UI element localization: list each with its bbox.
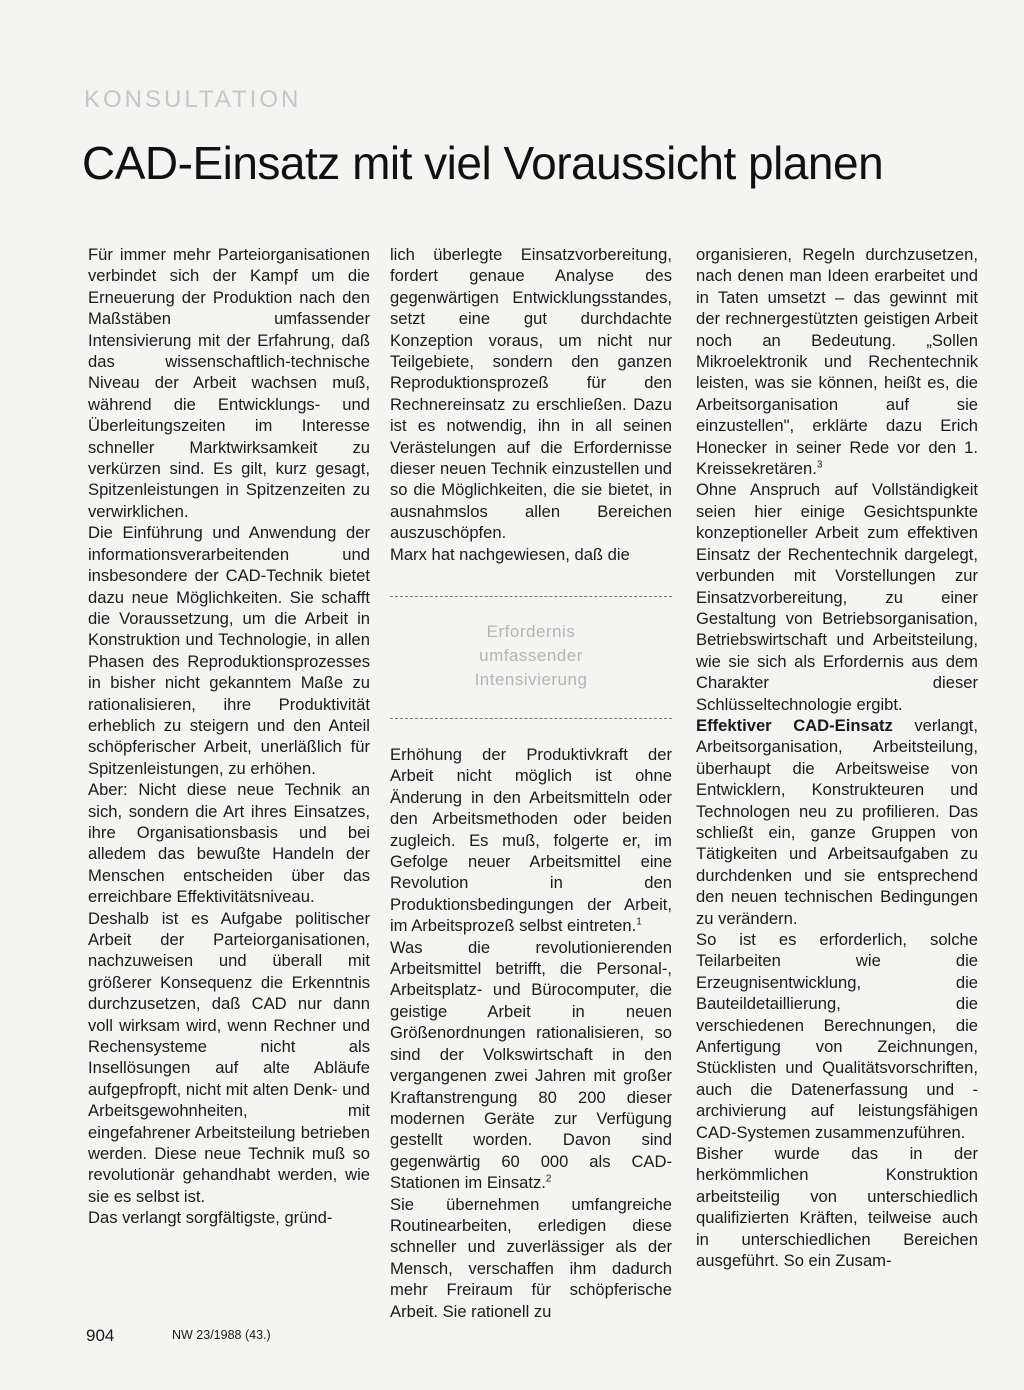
- pull-quote-bottom-rule: [390, 718, 672, 719]
- article-column-3: [696, 244, 978, 1272]
- paragraph: Die Einführung und Anwendung der informationsverarbeitenden und insbesondere der CAD-Technik bietet dazu neue Möglichkeiten. Sie schafft die Voraussetzung, um die Arbeit in Konstruktion und Technologie, in allen Phasen des Reproduktionsprozesses in bisher nicht gekanntem Maße zu rationalisieren, ihre Produktivität erheblich zu steigern und den Anteil schöpferischer Arbeit, unerläßlich für Spitzenleistungen, zu erhöhen.: [88, 523, 370, 778]
- paragraph-text: Erhöhung der Produktivkraft der Arbeit nicht möglich ist ohne Änderung in den Arbeitsmitteln oder den Arbeitsmethoden oder beiden zugleich. Es muß, folgerte er, im Gefolge neuer Arbeitsmittel eine Revolution in den Produktionsbedingungen der Arbeit, im Arbeitsprozeß selbst eintreten.: [390, 745, 672, 936]
- article-headline: CAD-Einsatz mit viel Voraussicht planen: [82, 137, 884, 189]
- issue-reference: NW 23/1988 (43.): [172, 1328, 271, 1342]
- paragraph-text: organisieren, Regeln durchzusetzen, nach denen man Ideen erarbeitet und in Taten umsetzt – das gewinnt mit der rechnergestützten geistigen Arbeit noch an Bedeutung. „Sollen Mikroelektronik und Rechentechnik leisten, was sie können, heißt es, die Arbeitsorganisation auf sie einzustellen", erklärte dazu Erich Honecker in seiner Rede vor den 1. Kreissekretären.: [696, 245, 978, 479]
- subhead-lead: Effektiver CAD-Einsatz: [696, 715, 893, 735]
- paragraph: Marx hat nachgewiesen, daß die: [390, 544, 630, 564]
- paragraph: [696, 244, 978, 479]
- pull-quote-line: Erfordernis: [486, 622, 576, 641]
- paragraph: So ist es erforderlich, solche Teilarbeiten wie die Erzeugnisentwicklung, die Bauteildetaillierung, die verschiedenen Berechnungen, die Anfertigung von Zeichnungen, Stücklisten und Qualitätsvorschriften, auch die Datenerfassung und -archivierung auf leistungsfähigen CAD-Systemen zusammenzuführen.: [696, 930, 978, 1142]
- pull-quote-line: umfassender: [479, 646, 583, 665]
- paragraph: Sie übernehmen umfangreiche Routinearbeiten, erledigen diese schneller und zuverlässiger als der Mensch, verschaffen ihm dadurch mehr Freiraum für schöpferische Arbeit. Sie rationell zu: [390, 1194, 672, 1321]
- paragraph: [390, 937, 672, 1194]
- paragraph: Aber: Nicht diese neue Technik an sich, sondern die Art ihres Einsatzes, ihre Organisationsbasis und bei alledem das bewußte Handeln der Menschen entscheiden über das erreichbare Effektivitätsniveau.: [88, 780, 370, 907]
- paragraph: Das verlangt sorgfältigste, gründ-: [88, 1208, 333, 1228]
- paragraph: Für immer mehr Parteiorganisationen verbindet sich der Kampf um die Erneuerung der Produktion nach den Maßstäben umfassender Intensivierung mit der Erfahrung, daß das wissenschaftlich-technische Niveau der Arbeit wachsen muß, während die Entwicklungs- und Überleitungszeiten im Interesse schneller Marktwirksamkeit zu verkürzen sind. Es gilt, kurz gesagt, Spitzenleistungen in Spitzenzeiten zu verwirklichen.: [88, 245, 370, 521]
- paragraph: [696, 715, 978, 929]
- paragraph-text: verlangt, Arbeitsorganisation, Arbeitsteilung, überhaupt die Arbeitsweise von Entwicklern, Konstrukteuren und Technologen neu zu profilieren. Das schließt ein, ganze Gruppen von Tätigkeiten und Arbeitsaufgaben zu durchdenken und sie entsprechend den neuen technischen Bedingungen zu verändern.: [696, 715, 978, 928]
- pull-quote-line: Intensivierung: [474, 670, 588, 689]
- article-column-1: [88, 244, 370, 1229]
- paragraph: [390, 744, 672, 937]
- pull-quote: [390, 596, 672, 720]
- paragraph: Ohne Anspruch auf Vollständigkeit seien hier einige Gesichtspunkte konzeptioneller Arbeit zum effektiven Einsatz der Rechentechnik dargelegt, verbunden mit Vorstellungen zur Einsatzvorbereitung, zu einer Gestaltung von Betriebsorganisation, Betriebswirtschaft und Arbeitsteilung, wie sie sich als Erfordernis aus dem Charakter dieser Schlüsseltechnologie ergibt.: [696, 480, 978, 714]
- page-number: 904: [86, 1326, 115, 1345]
- paragraph-text: Was die revolutionierenden Arbeitsmittel betrifft, die Personal-, Arbeitsplatz- und Bürocomputer, die geistige Arbeit in neuen Größenordnungen rationalisieren, so sind der Volkswirtschaft in den vergangenen zwei Jahren mit großer Kraftanstrengung 80 200 dieser modernen Geräte zur Verfügung gestellt worden. Davon sind gegenwärtig 60 000 als CAD-Stationen im Einsatz.: [390, 937, 672, 1193]
- pull-quote-top-rule: [390, 596, 672, 597]
- footnote-marker: 3: [816, 459, 823, 471]
- section-kicker: KONSULTATION: [84, 86, 302, 113]
- article-column-2-top: [390, 244, 672, 565]
- paragraph: lich überlegte Einsatzvorbereitung, fordert genaue Analyse des gegenwärtigen Entwicklungsstandes, setzt eine gut durchdachte Konzeption voraus, um nicht nur Teilgebiete, sondern den ganzen Reproduktionsprozeß für den Rechnereinsatz zu erschließen. Dazu ist es notwendig, ihn in all seinen Verästelungen auf die Erfordernisse dieser neuen Technik einzustellen und so die Möglichkeiten, die sie bietet, in ausnahmslos allen Bereichen auszuschöpfen.: [390, 245, 672, 543]
- paragraph: Deshalb ist es Aufgabe politischer Arbeit der Parteiorganisationen, nachzuweisen und überall mit größerer Konsequenz die Erkenntnis durchzusetzen, daß CAD nur dann voll wirksam wird, wenn Rechner und Rechensysteme nicht als Insellösungen auf alte Abläufe aufgepfropft, nicht mit alten Denk- und Arbeitsgewohnheiten, mit eingefahrener Arbeitsteilung betrieben werden. Diese neue Technik muß so revolutionär gehandhabt werden, wie sie es selbst ist.: [88, 908, 370, 1206]
- paragraph: Bisher wurde das in der herkömmlichen Konstruktion arbeitsteilig von unterschiedlich qualifizierten Kräften, teilweise auch in unterschiedlichen Bereichen ausgeführt. So ein Zusam-: [696, 1144, 978, 1271]
- footnote-marker: 2: [545, 1173, 552, 1185]
- article-column-2-bottom: [390, 744, 672, 1322]
- footnote-marker: 1: [636, 916, 642, 928]
